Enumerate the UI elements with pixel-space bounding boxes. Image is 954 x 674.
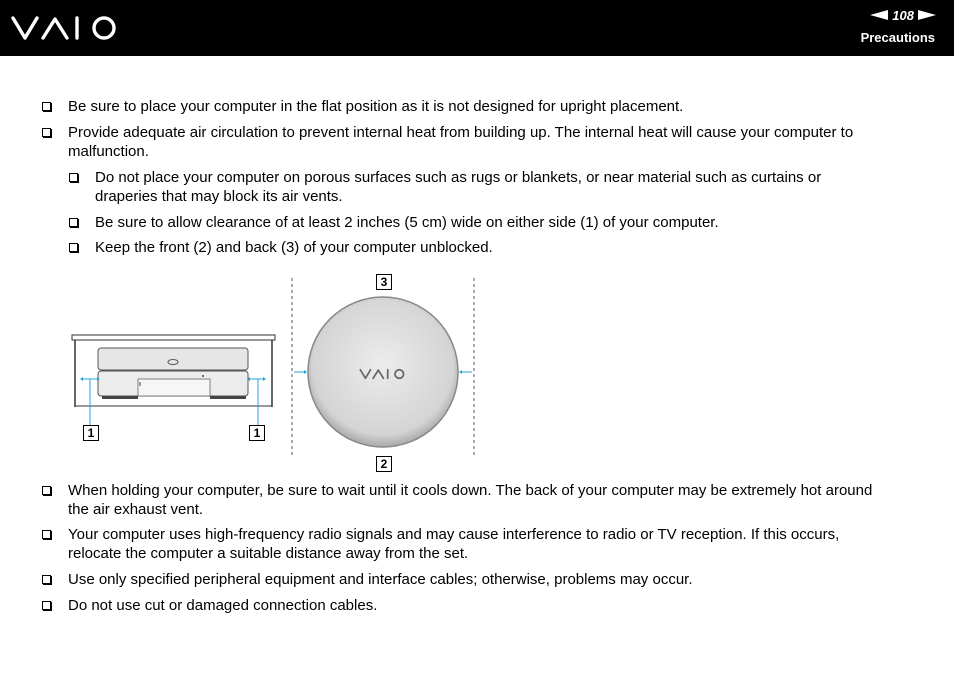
page-header bbox=[0, 0, 954, 56]
list-item-text: Provide adequate air circulation to prevent internal heat from building up. The internal heat will cause your computer to bbox=[68, 124, 854, 141]
checkbox-bullet-icon bbox=[69, 218, 78, 227]
list-item-text: the air exhaust vent. bbox=[68, 501, 204, 518]
triangle-left-icon[interactable] bbox=[870, 10, 888, 20]
section-title: Precautions bbox=[860, 30, 935, 45]
list-item-text: Be sure to place your computer in the flat position as it is not designed for upright placement. bbox=[68, 98, 684, 115]
clearance-diagram bbox=[66, 276, 486, 476]
page-navigation bbox=[870, 7, 936, 23]
page-number: 108 bbox=[892, 7, 914, 23]
list-item-text: Do not use cut or damaged connection cables. bbox=[68, 597, 378, 614]
list-item-text: Be sure to allow clearance of at least 2 inches (5 cm) wide on either side (1) of your computer. bbox=[95, 214, 719, 231]
callout-side-right: 1 bbox=[249, 425, 265, 441]
checkbox-bullet-icon bbox=[69, 173, 78, 182]
checkbox-bullet-icon bbox=[42, 601, 51, 610]
list-item-text: relocate the computer a suitable distance away from the set. bbox=[68, 545, 469, 562]
callout-side-left: 1 bbox=[83, 425, 99, 441]
triangle-right-icon[interactable] bbox=[918, 10, 936, 20]
callout-front: 2 bbox=[376, 456, 392, 472]
list-item-text: When holding your computer, be sure to wait until it cools down. The back of your computer may be extremely hot around bbox=[68, 482, 873, 499]
list-item-text: Keep the front (2) and back (3) of your computer unblocked. bbox=[95, 239, 493, 256]
list-item-text: Do not place your computer on porous surfaces such as rugs or blankets, or near material such as curtains or bbox=[95, 169, 822, 186]
checkbox-bullet-icon bbox=[42, 575, 51, 584]
checkbox-bullet-icon bbox=[42, 128, 51, 137]
list-item-text: draperies that may block its air vents. bbox=[95, 188, 343, 205]
list-item-text: Your computer uses high-frequency radio signals and may cause interference to radio or TV reception. If this occurs, bbox=[68, 526, 840, 543]
checkbox-bullet-icon bbox=[42, 486, 51, 495]
checkbox-bullet-icon bbox=[42, 530, 51, 539]
list-item-text: malfunction. bbox=[68, 143, 149, 160]
list-item-text: Use only specified peripheral equipment and interface cables; otherwise, problems may occur. bbox=[68, 571, 693, 588]
device-vaio-logo bbox=[357, 367, 409, 385]
vaio-logo bbox=[11, 14, 121, 47]
clearance-diagram-drawing bbox=[66, 276, 486, 476]
checkbox-bullet-icon bbox=[69, 243, 78, 252]
callout-back: 3 bbox=[376, 274, 392, 290]
checkbox-bullet-icon bbox=[42, 102, 51, 111]
